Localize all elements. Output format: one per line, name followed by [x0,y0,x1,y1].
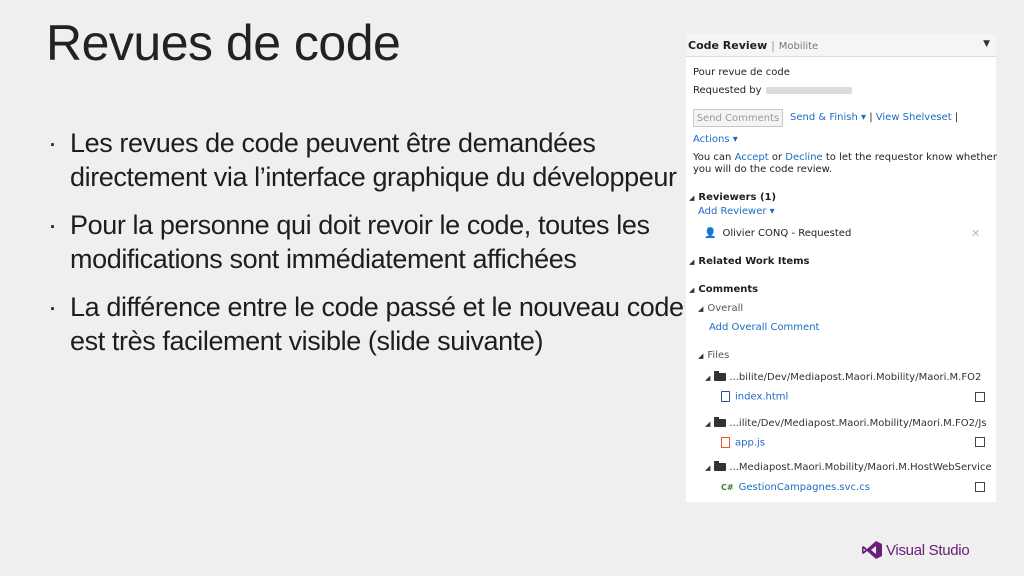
overall-node[interactable]: ◢ Overall [698,303,744,314]
file-row [721,482,870,493]
csharp-file-icon: C# [721,482,734,492]
visual-studio-logo [862,541,969,559]
redacted-name [766,87,852,94]
file-reviewed-checkbox[interactable] [975,437,985,447]
collapse-triangle-icon[interactable]: ◢ [705,464,711,472]
files-node[interactable]: ◢ Files [698,350,730,361]
comments-section-header[interactable]: ◢ Comments [689,284,759,295]
person-icon: 👤 [704,228,717,239]
send-comments-button[interactable]: Send Comments [693,109,783,127]
visual-studio-icon [862,541,882,559]
visual-studio-wordmark: Visual Studio [886,541,970,559]
bullet-list [48,126,688,372]
remove-reviewer-icon[interactable]: ✕ [971,227,981,240]
bullet-item: · Pour la personne qui doit revoir le code, toutes les modifications sont immédiatement affichées [48,210,650,274]
collapse-triangle-icon[interactable]: ◢ [689,286,695,294]
reviewer-row: 👤 Olivier CONQ - Requested [704,228,852,239]
panel-header: Code Review | Mobilite ▼ [686,34,996,57]
send-finish-button[interactable]: Send & Finish ▾ [790,112,867,123]
bullet-item: · La différence entre le code passé et le nouveau code est très facilement visible (slide suivante) [48,292,684,356]
folder-row[interactable]: ◢ ...bilite/Dev/Mediapost.Maori.Mobility/Maori.M.FO2 [705,372,982,383]
panel-menu-chevron-icon[interactable]: ▼ [983,39,990,49]
accept-decline-info: You can Accept or Decline to let the requestor know whether [693,152,997,163]
collapse-triangle-icon[interactable]: ◢ [689,258,695,266]
review-name: Pour revue de code [693,67,790,78]
reviewers-section-header[interactable]: ◢ Reviewers (1) [689,192,777,203]
panel-title: Code Review [688,39,768,52]
js-file-icon [721,437,730,448]
actions-menu[interactable]: Actions ▾ [693,134,738,145]
bullet-item: · Les revues de code peuvent être demandées directement via l’interface graphique du développeur [48,128,677,192]
related-work-items-header[interactable]: ◢ Related Work Items [689,256,810,267]
collapse-triangle-icon[interactable]: ◢ [705,420,711,428]
slide-title: Revues de code [46,15,401,71]
add-overall-comment-link[interactable]: Add Overall Comment [709,322,820,333]
accept-link[interactable]: Accept [734,152,769,163]
collapse-triangle-icon[interactable]: ◢ [698,352,704,360]
decline-link[interactable]: Decline [785,152,823,163]
file-link[interactable]: index.html [735,391,789,403]
view-shelveset-link[interactable]: View Shelveset [875,112,952,123]
file-link[interactable]: app.js [735,437,765,449]
file-link[interactable]: GestionCampagnes.svc.cs [738,482,870,493]
folder-icon [714,373,726,381]
add-reviewer-button[interactable]: Add Reviewer ▾ [698,206,775,217]
file-reviewed-checkbox[interactable] [975,392,985,402]
file-row [721,391,788,403]
file-reviewed-checkbox[interactable] [975,482,985,492]
folder-icon [714,419,726,427]
collapse-triangle-icon[interactable]: ◢ [705,374,711,382]
requested-by: Requested by [693,85,852,96]
folder-row[interactable]: ◢ ...Mediapost.Maori.Mobility/Maori.M.HostWebService [705,462,992,473]
collapse-triangle-icon[interactable]: ◢ [698,305,704,313]
folder-icon [714,463,726,471]
panel-subtitle: Mobilite [778,41,819,52]
code-review-panel: Code Review | Mobilite ▼ Pour revue de code Requested by Send Comments Send & Finish ▾ | View Shelveset | Actions ▾ You can Accept or Decline to let the requestor know whether you will do the code review. ◢ Reviewers (1) Add Reviewer ▾ 👤 Olivier CONQ - Requested ✕ ◢ Related Work Items ◢ Comments ◢ Overall Add Overall Comment ◢ Files ◢ ...bilite/Dev/Mediapost.Maori.Mobility/Maori.M.FO2 index.html ◢ ...ilite/Dev/Mediapost.Maori.Mobility/Maori.M.FO2/Js app.js ◢ ...Mediapost.Maori.Mobility/Maori.M.HostWebService C# GestionCampagnes.svc.cs [686,34,996,502]
file-row [721,437,765,449]
folder-row[interactable]: ◢ ...ilite/Dev/Mediapost.Maori.Mobility/Maori.M.FO2/Js [705,418,987,429]
html-file-icon [721,391,730,402]
collapse-triangle-icon[interactable]: ◢ [689,194,695,202]
